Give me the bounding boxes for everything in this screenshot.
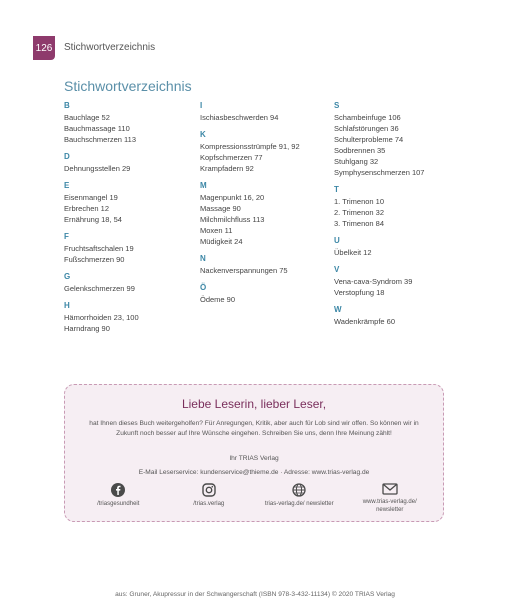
reader-info-box [64, 384, 444, 522]
index-entry: Stuhlgang 32 [334, 157, 379, 166]
index-section [334, 184, 474, 229]
index-entry: Gelenkschmerzen 99 [64, 284, 135, 293]
index-column [64, 100, 204, 340]
index-section [334, 264, 474, 298]
index-section [64, 271, 204, 294]
index-letter: D [64, 152, 70, 161]
social-website[interactable] [259, 483, 339, 514]
index-entry: Verstopfung 18 [334, 288, 385, 297]
page-footer: aus: Gruner, Akupressur in der Schwangerschaft (ISBN 978-3-432-11134) © 2020 TRIAS Verlag [115, 591, 395, 598]
index-section [200, 253, 340, 276]
index-letter: G [64, 272, 71, 281]
instagram-icon [202, 483, 216, 497]
box-contact: E-Mail Leserservice: kundenservice@thieme.de · Adresse: www.trias-verlag.de [138, 469, 370, 476]
index-entry: Ödeme 90 [200, 295, 236, 304]
index-letter: F [64, 232, 69, 241]
index-entry: Hämorrhoiden 23, 100 [64, 313, 139, 322]
index-entry: Übelkeit 12 [334, 248, 372, 257]
index-entry: Milchmilchfluss 113 [200, 215, 265, 224]
index-section [200, 282, 340, 305]
index-letter: K [200, 130, 206, 139]
index-entry: Schulterprobleme 74 [334, 135, 404, 144]
index-letter: S [334, 101, 340, 110]
box-signature: Ihr TRIAS Verlag [229, 455, 279, 462]
running-head: Stichwortverzeichnis [64, 42, 156, 53]
index-entry: Krampfadern 92 [200, 164, 254, 173]
index-letter: E [64, 181, 70, 190]
index-entry: Kompressionsstrümpfe 91, 92 [200, 142, 300, 151]
index-letter: W [334, 305, 342, 314]
index-entry: Bauchmassage 110 [64, 124, 130, 133]
index-entry: Moxen 11 [200, 226, 233, 235]
social-label: /triasgesundheit [97, 501, 140, 507]
social-label: /trias.verlag [193, 501, 225, 507]
index-letter: H [64, 301, 70, 310]
social-newsletter[interactable] [350, 483, 430, 514]
index-section [64, 180, 204, 225]
index-entry: Magenpunkt 16, 20 [200, 193, 265, 202]
index-entry: Fußschmerzen 90 [64, 255, 125, 264]
index-letter: T [334, 185, 339, 194]
index-letter: I [200, 101, 203, 110]
index-entry: 1. Trimenon 10 [334, 197, 385, 206]
index-section [64, 100, 204, 145]
index-letter: B [64, 101, 70, 110]
social-label: trias-verlag.de/ newsletter [264, 501, 334, 507]
index-section [334, 304, 474, 327]
index-section [200, 129, 340, 174]
index-entry: Schambeinfuge 106 [334, 113, 401, 122]
social-instagram[interactable] [169, 483, 249, 514]
index-entry: Nackenverspannungen 75 [200, 266, 288, 275]
index-letter: Ö [200, 283, 207, 292]
index-entry: 2. Trimenon 32 [334, 208, 385, 217]
index-entry: Kopfschmerzen 77 [200, 153, 263, 162]
index-letter: U [334, 236, 340, 245]
index-column [334, 100, 474, 333]
index-entry: Sodbrennen 35 [334, 146, 386, 155]
mail-icon [382, 483, 398, 495]
index-column [200, 100, 340, 311]
index-entry: Dehnungsstellen 29 [64, 164, 131, 173]
index-entry: Massage 90 [200, 204, 241, 213]
index-entry: Müdigkeit 24 [200, 237, 243, 246]
index-section [200, 180, 340, 247]
index-entry: Wadenkrämpfe 60 [334, 317, 396, 326]
index-entry: Fruchtsaftschalen 19 [64, 244, 134, 253]
page-number: 126 [33, 36, 55, 60]
social-links [65, 483, 443, 514]
index-entry: Schlafstörungen 36 [334, 124, 399, 133]
globe-icon [292, 483, 306, 497]
index-section [200, 100, 340, 123]
box-text: hat Ihnen dieses Buch weitergeholfen? Für Anregungen, Kritik, aber auch für Lob sind wir offen. So können wir in Zukunft noch besser auf Ihre Wünsche eingehen. Schreiben Sie uns, denn Ihre Meinung zählt! [89, 420, 419, 437]
index-entry: Eisenmangel 19 [64, 193, 118, 202]
index-entry: Erbrechen 12 [64, 204, 110, 213]
index-entry: Vena-cava-Syndrom 39 [334, 277, 413, 286]
page-title: Stichwortverzeichnis [64, 78, 192, 94]
box-title: Liebe Leserin, lieber Leser, [181, 397, 327, 411]
social-facebook[interactable] [78, 483, 158, 514]
index-entry: Bauchschmerzen 113 [64, 135, 136, 144]
index-letter: V [334, 265, 340, 274]
index-section [334, 235, 474, 258]
index-section [64, 231, 204, 265]
index-entry: Bauchlage 52 [64, 113, 110, 122]
index-section [64, 300, 204, 334]
index-entry: Ernährung 18, 54 [64, 215, 122, 224]
index-entry: Symphysenschmerzen 107 [334, 168, 425, 177]
facebook-icon [111, 483, 125, 497]
social-label: www.trias-verlag.de/ newsletter [362, 499, 417, 513]
index-section [64, 151, 204, 174]
index-entry: Ischiasbeschwerden 94 [200, 113, 279, 122]
index-entry: 3. Trimenon 84 [334, 219, 385, 228]
index-letter: N [200, 254, 206, 263]
index-letter: M [200, 181, 207, 190]
index-entry: Harndrang 90 [64, 324, 110, 333]
index-section [334, 100, 474, 178]
